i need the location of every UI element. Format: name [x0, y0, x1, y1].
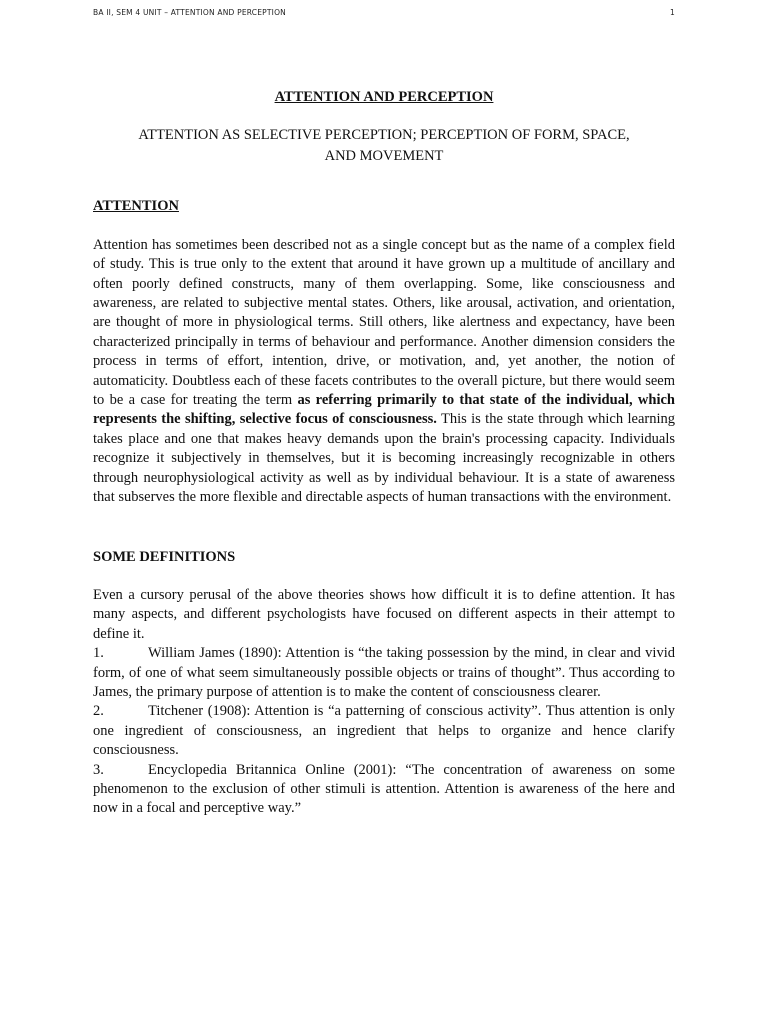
attention-paragraph — [93, 236, 675, 508]
document-title: ATTENTION AND PERCEPTION — [274, 89, 494, 105]
attention-paragraph-text-1: Attention has sometimes been described not as a single concept but as the name of a complex field of study. This is true only to the extent that around it have grown up a multitude of ancillary and often poorly defined constructs, many of them overlapping. Some, like consciousness and awareness, are related to subjective mental states. Others, like arousal, activation, and orientation, are thought of more in physiological terms. Still others, like alertness and expectancy, have been characterized principally in terms of behaviour and performance. Another dimension considers the process in terms of effort, intention, drive, or motivation, and, yet another, the notion of automaticity. Doubtless each of these facets contributes to the overall picture, but there would seem to be a case for treating the term — [93, 236, 675, 409]
list-item-text: William James (1890): Attention is “the taking possession by the mind, in clear and vivid form, of one of what seem simultaneously possible objects or trains of thought”. Thus according to James, the primary purpose of attention is to make the content of consciousness clearer. — [93, 645, 675, 700]
definitions-list — [93, 644, 675, 819]
attention-paragraph-text-2: This is the state through which learning takes place and one that makes heavy demands upon the brain's processing capacity. Individuals recognize it subjectively in themselves, but it is becoming increasingly recognizable in others through neurophysiological activity as well as by individual behaviour. It is a state of awareness that subserves the more flexible and directable aspects of human transactions with the environment. — [93, 411, 675, 506]
list-item-number: 2. — [93, 703, 104, 720]
document-body — [93, 88, 675, 819]
list-item-number: 1. — [93, 645, 104, 662]
attention-paragraph-bold: as referring primarily to that state of the individual, which represents the shifting, selective focus of consciousness. — [93, 392, 675, 428]
section-heading-attention: ATTENTION — [93, 198, 179, 215]
list-item-number: 3. — [93, 761, 104, 778]
list-item — [93, 644, 675, 702]
definitions-intro: Even a cursory perusal of the above theories shows how difficult it is to define attention. It has many aspects, and different psychologists have focused on different aspects in their attempt to define it. — [93, 586, 675, 642]
running-header: BA II, SEM 4 UNIT – ATTENTION AND PERCEPTION — [93, 8, 286, 17]
document-subtitle: ATTENTION AS SELECTIVE PERCEPTION; PERCEPTION OF FORM, SPACE, AND MOVEMENT — [138, 127, 630, 165]
list-item-text: Encyclopedia Britannica Online (2001): “The concentration of awareness on some phenomenon to the exclusion of other stimuli is attention. Attention is awareness of the here and now in a focal and perceptive way.” — [93, 761, 675, 817]
list-item — [93, 761, 675, 819]
list-item — [93, 702, 675, 760]
list-item-text: Titchener (1908): Attention is “a patterning of conscious activity”. Thus attention is only one ingredient of consciousness, an ingredient that helps to organize and hence clarify consciousness. — [93, 703, 675, 759]
page-header — [93, 8, 675, 22]
section-heading-definitions: SOME DEFINITIONS — [93, 548, 236, 565]
page-number: 1 — [670, 8, 675, 17]
